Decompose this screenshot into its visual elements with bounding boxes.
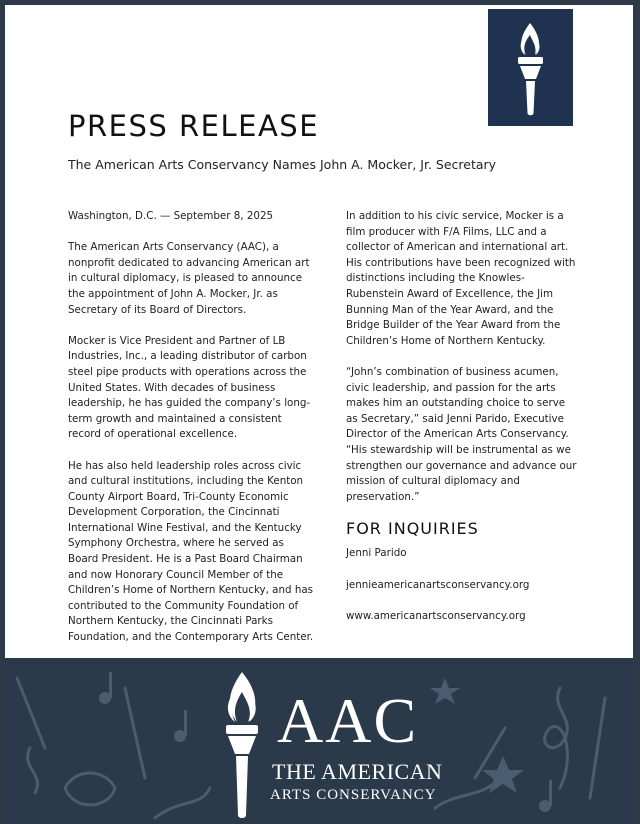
left-column xyxy=(68,209,316,661)
treble-clef-icon xyxy=(28,748,38,793)
dateline: Washington, D.C. — September 8, 2025 xyxy=(68,210,274,222)
inquiries-heading: FOR INQUIRIES xyxy=(346,518,479,538)
brush-stroke xyxy=(435,783,495,808)
page-subtitle: The American Arts Conservancy Names John A. Mocker, Jr. Secretary xyxy=(68,157,497,172)
star-icon xyxy=(430,678,460,704)
org-name-line2: ARTS CONSERVANCY xyxy=(270,787,437,803)
quote-paragraph: “John’s combination of business acumen, civic leadership, and passion for the arts makes him an outstanding choice to serve as Secretary,” said Jenni Parido, Executive Director of the American Arts Conservancy. “His stewardship will be instrumental as we strengthen our governance and advance our mission of cultural diplomacy and preservation.” xyxy=(346,365,577,503)
brush-stroke xyxy=(155,788,210,818)
org-name-line1: THE AMERICAN xyxy=(272,759,443,784)
paintbrush-icon xyxy=(17,678,45,748)
paragraph: He has also held leadership roles across civic and cultural institutions, including the Kenton County Airport Board, Tri-County Economic Development Corporation, the Cincinnati International Wine Festival, and the Kentucky Symphony Orchestra, where he served as Board President. He is a Past Board Chairman and now Honorary Council Member of the Children’s Home of Northern Kentucky, and has contributed to the Community Foundation of Northern Kentucky, the Cincinnati Parks Foundation, and the Contemporary Arts Center. xyxy=(68,459,314,644)
header-logo xyxy=(488,9,573,126)
torch-icon xyxy=(488,9,573,126)
torch-icon xyxy=(217,670,267,820)
paintbrush-icon xyxy=(125,688,145,778)
website-link[interactable]: www.americanartsconservancy.org xyxy=(346,609,526,622)
paintbrush-icon xyxy=(590,698,605,798)
treble-clef-icon xyxy=(545,688,568,788)
paragraph: The American Arts Conservancy (AAC), a nonprofit dedicated to advancing American art in cultural diplomacy, is pleased to announce the appointment of John A. Mocker, Jr. as Secretary of its Board of Directors. xyxy=(68,241,310,316)
palette-icon xyxy=(65,773,115,805)
contact-name: Jenni Parido xyxy=(346,547,407,560)
contact-email-link[interactable]: jennieamericanartsconservancy.org xyxy=(346,578,530,591)
aac-logo-text: AAC xyxy=(277,685,419,756)
press-release-page xyxy=(5,5,633,824)
paragraph: In addition to his civic service, Mocker is a film producer with F/A Films, LLC and a collector of American and international art. His contributions have been recognized with distinctions including the Knowles-Rubenstein Award of Excellence, the Jim Bunning Man of the Year Award, and the Bridge Builder of the Year Award from the Children’s Home of Northern Kentucky. xyxy=(346,210,576,347)
paragraph: Mocker is Vice President and Partner of LB Industries, Inc., a leading distributor of carbon steel pipe products with operations across the United States. With decades of business leadership, he has guided the company’s long-term growth and maintained a consistent record of operational excellence. xyxy=(68,334,311,441)
right-column xyxy=(346,209,578,640)
footer-banner xyxy=(5,658,633,824)
page-title: PRESS RELEASE xyxy=(68,109,320,143)
